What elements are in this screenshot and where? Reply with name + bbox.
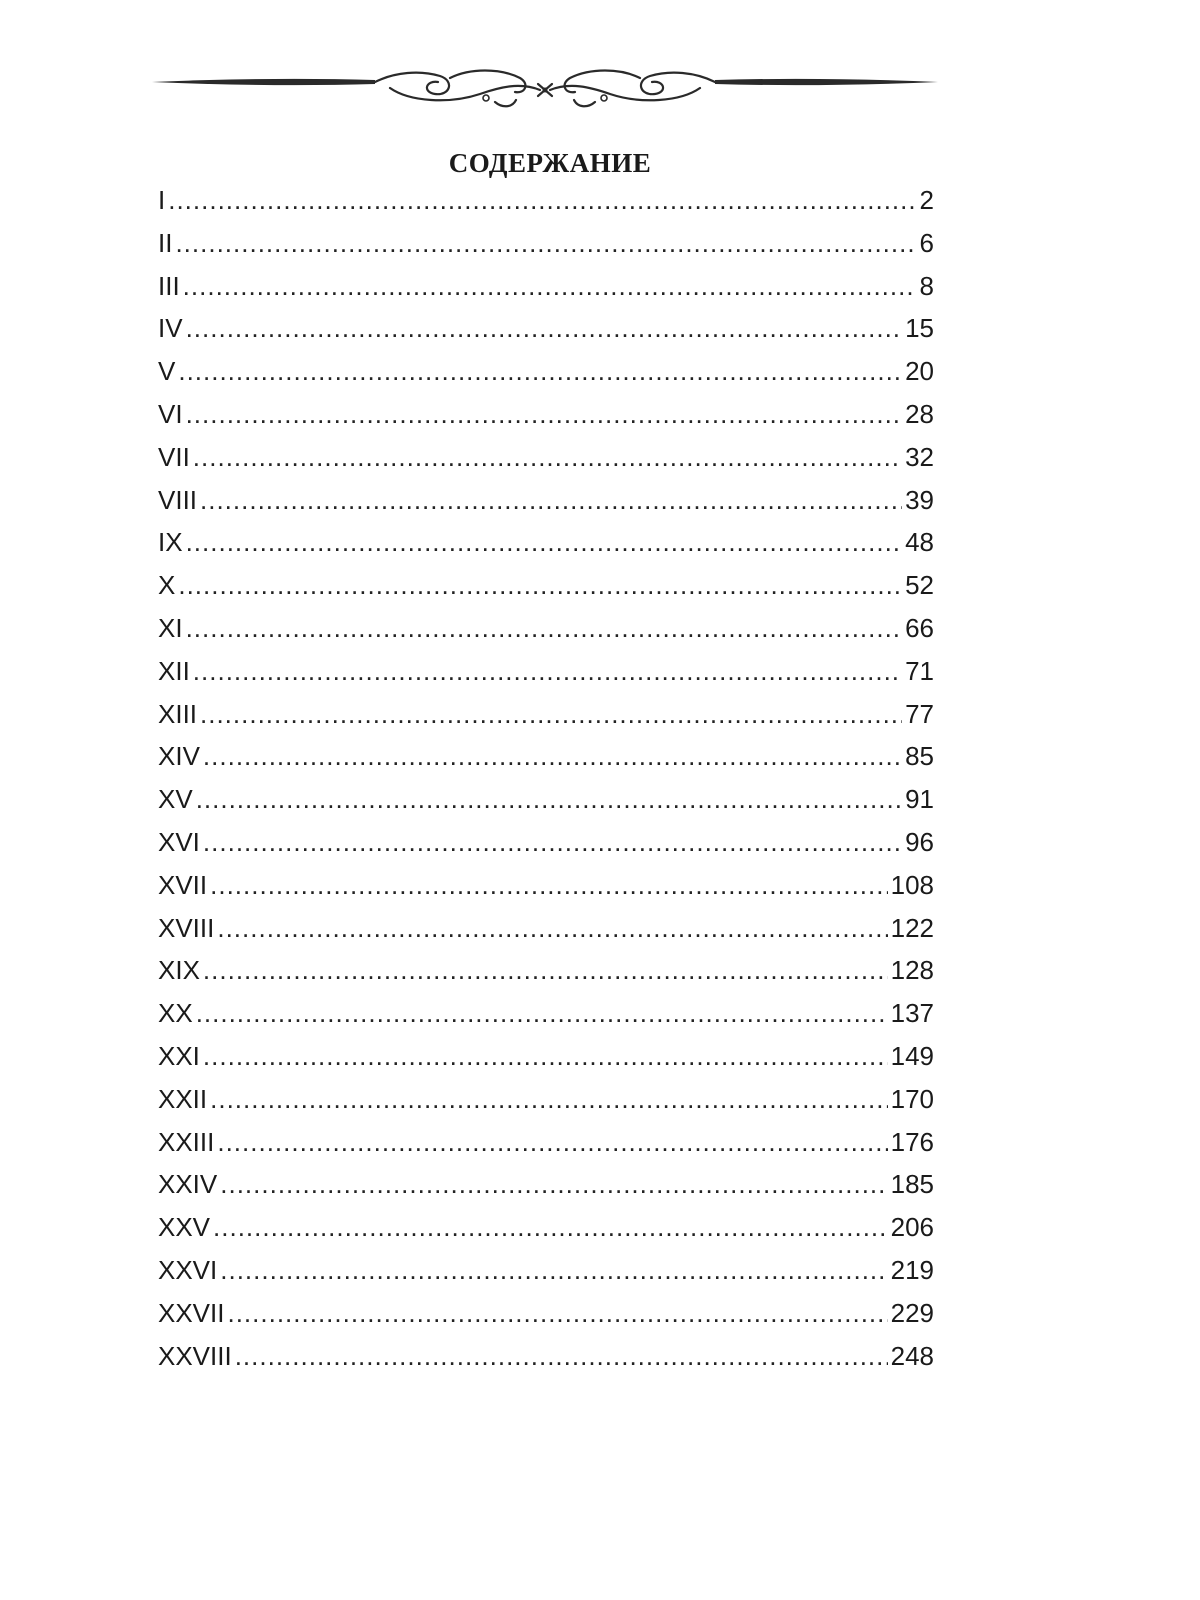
- page-number: 15: [905, 313, 934, 344]
- chapter-numeral: VIII: [158, 484, 198, 515]
- toc-entry[interactable]: [158, 528, 934, 571]
- dot-leader: [186, 528, 903, 556]
- toc-entry[interactable]: [158, 871, 934, 914]
- dot-leader: [203, 828, 902, 856]
- flourish-divider-icon: [150, 68, 940, 118]
- chapter-numeral: II: [158, 227, 173, 258]
- page-number: 248: [890, 1340, 934, 1371]
- toc-entry[interactable]: [158, 785, 934, 828]
- toc-entry[interactable]: [158, 742, 934, 785]
- dot-leader: [217, 1128, 887, 1156]
- dot-leader: [183, 272, 915, 300]
- chapter-numeral: III: [158, 270, 180, 301]
- chapter-numeral: XVII: [158, 869, 208, 900]
- chapter-numeral: XXI: [158, 1040, 200, 1071]
- chapter-numeral: XXIII: [158, 1126, 215, 1157]
- page-number: 128: [890, 955, 934, 986]
- chapter-numeral: XXVI: [158, 1254, 218, 1285]
- toc-entry[interactable]: [158, 1170, 934, 1213]
- chapter-numeral: XXVII: [158, 1297, 225, 1328]
- dot-leader: [168, 186, 915, 214]
- page-number: 108: [890, 869, 934, 900]
- dot-leader: [196, 999, 888, 1027]
- toc-entry[interactable]: [158, 443, 934, 486]
- page-title: СОДЕРЖАНИЕ: [448, 148, 652, 178]
- dot-leader: [200, 486, 902, 514]
- dot-leader: [186, 314, 903, 342]
- page-number: 96: [905, 826, 934, 857]
- page-number: 91: [905, 784, 934, 815]
- dot-leader: [235, 1342, 888, 1370]
- page-number: 170: [890, 1083, 934, 1114]
- toc-entry[interactable]: [158, 828, 934, 871]
- chapter-numeral: IX: [158, 527, 183, 558]
- toc-entry[interactable]: [158, 700, 934, 743]
- toc-entry[interactable]: [158, 1128, 934, 1171]
- dot-leader: [178, 357, 902, 385]
- page-number: 28: [905, 398, 934, 429]
- dot-leader: [210, 871, 887, 899]
- dot-leader: [203, 1042, 888, 1070]
- page-number: 8: [919, 270, 934, 301]
- table-of-contents: [158, 186, 934, 1384]
- toc-entry[interactable]: [158, 1085, 934, 1128]
- page-number: 6: [919, 227, 934, 258]
- chapter-numeral: XXV: [158, 1212, 211, 1243]
- page-number: 48: [905, 527, 934, 558]
- toc-entry[interactable]: [158, 657, 934, 700]
- page-number: 2: [919, 185, 934, 215]
- toc-entry[interactable]: [158, 571, 934, 614]
- dot-leader: [186, 400, 903, 428]
- dot-leader: [178, 571, 902, 599]
- chapter-numeral: XV: [158, 784, 193, 815]
- page-number: 32: [905, 441, 934, 472]
- chapter-numeral: XVIII: [158, 912, 215, 943]
- page-number: 229: [890, 1297, 934, 1328]
- page-number: 219: [890, 1254, 934, 1285]
- chapter-numeral: VII: [158, 441, 190, 472]
- page-number: 176: [890, 1126, 934, 1157]
- toc-entry[interactable]: [158, 229, 934, 272]
- dot-leader: [193, 443, 902, 471]
- page-number: 122: [890, 912, 934, 943]
- chapter-numeral: XVI: [158, 826, 200, 857]
- chapter-numeral: XII: [158, 655, 190, 686]
- dot-leader: [193, 657, 902, 685]
- dot-leader: [203, 742, 902, 770]
- dot-leader: [175, 229, 915, 257]
- chapter-numeral: IV: [158, 313, 183, 344]
- chapter-numeral: I: [158, 185, 166, 215]
- dot-leader: [217, 914, 887, 942]
- chapter-numeral: XI: [158, 612, 183, 643]
- toc-entry[interactable]: [158, 314, 934, 357]
- chapter-numeral: XIV: [158, 741, 200, 772]
- toc-entry[interactable]: [158, 400, 934, 443]
- page-number: 20: [905, 356, 934, 387]
- page-number: 206: [890, 1212, 934, 1243]
- chapter-numeral: XIII: [158, 698, 198, 729]
- page-number: 71: [905, 655, 934, 686]
- toc-entry[interactable]: [158, 999, 934, 1042]
- toc-entry[interactable]: [158, 614, 934, 657]
- toc-entry[interactable]: [158, 186, 934, 229]
- dot-leader: [220, 1170, 887, 1198]
- toc-entry[interactable]: [158, 914, 934, 957]
- toc-entry[interactable]: [158, 1299, 934, 1342]
- dot-leader: [186, 614, 903, 642]
- toc-entry[interactable]: [158, 272, 934, 315]
- page-number: 185: [890, 1169, 934, 1200]
- page-number: 137: [890, 998, 934, 1029]
- page-number: 52: [905, 570, 934, 601]
- dot-leader: [196, 785, 902, 813]
- chapter-numeral: XXIV: [158, 1169, 218, 1200]
- toc-entry[interactable]: [158, 1256, 934, 1299]
- page-number: 77: [905, 698, 934, 729]
- chapter-numeral: X: [158, 570, 176, 601]
- dot-leader: [210, 1085, 887, 1113]
- chapter-numeral: XXVIII: [158, 1340, 232, 1371]
- toc-entry[interactable]: [158, 357, 934, 400]
- toc-entry[interactable]: [158, 1342, 934, 1385]
- toc-entry[interactable]: [158, 486, 934, 529]
- chapter-numeral: XX: [158, 998, 193, 1029]
- chapter-numeral: XIX: [158, 955, 200, 986]
- toc-entry[interactable]: [158, 1042, 934, 1085]
- page-number: 66: [905, 612, 934, 643]
- dot-leader: [227, 1299, 887, 1327]
- chapter-numeral: VI: [158, 398, 183, 429]
- chapter-numeral: V: [158, 356, 176, 387]
- toc-entry[interactable]: [158, 956, 934, 999]
- dot-leader: [213, 1213, 888, 1241]
- page-number: 149: [890, 1040, 934, 1071]
- dot-leader: [203, 956, 888, 984]
- dot-leader: [220, 1256, 887, 1284]
- toc-entry[interactable]: [158, 1213, 934, 1256]
- page-number: 39: [905, 484, 934, 515]
- page-number: 85: [905, 741, 934, 772]
- dot-leader: [200, 700, 902, 728]
- chapter-numeral: XXII: [158, 1083, 208, 1114]
